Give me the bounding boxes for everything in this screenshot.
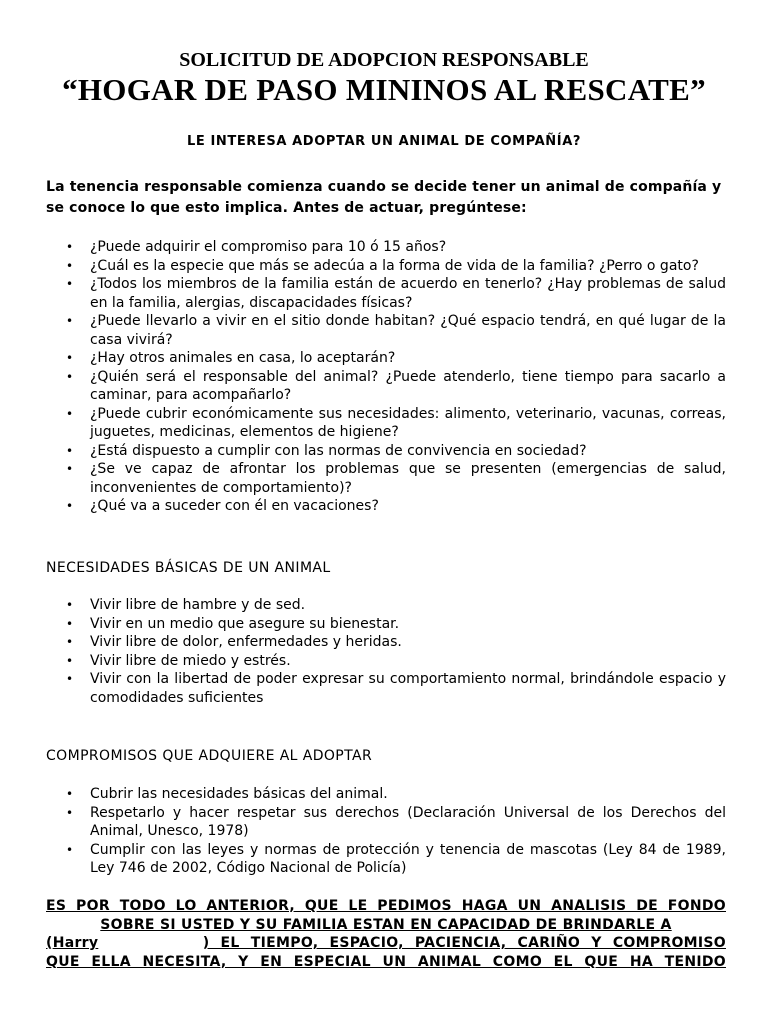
need-text: Vivir libre de miedo y estrés. <box>90 652 291 669</box>
question-text: ¿Puede adquirir el compromiso para 10 ó 15 años? <box>90 239 447 255</box>
need-text: Vivir libre de dolor, enfermedades y heridas. <box>90 634 402 650</box>
bullet-icon: • <box>66 314 74 328</box>
closing-line-rest: ) EL TIEMPO, ESPACIO, PACIENCIA, CARIÑO Y COMPROMISO <box>202 935 726 951</box>
closing-line-with-name <box>46 934 726 953</box>
commitment-text: Respetarlo y hacer respetar sus derechos (Declaración Universal de los Derechos del Animal, Unesco, 1978) <box>90 804 726 839</box>
list-item <box>46 275 726 312</box>
list-item <box>46 238 726 257</box>
bullet-icon: • <box>66 787 74 801</box>
needs-list <box>46 596 726 707</box>
adoption-question-heading: LE INTERESA ADOPTAR UN ANIMAL DE COMPAÑÍA? <box>186 134 582 149</box>
list-item <box>46 633 726 652</box>
closing-line: QUE ELLA NECESITA, Y EN ESPECIAL UN ANIMAL COMO EL QUE HA TENIDO <box>46 953 726 970</box>
animal-name-field: Harry <box>52 935 99 951</box>
commitment-text: Cumplir con las leyes y normas de protección y tenencia de mascotas (Ley 84 de 1989, Ley 746 de 2002, Código Nacional de Policía) <box>90 841 726 876</box>
list-item <box>46 368 726 405</box>
bullet-icon: • <box>66 240 74 254</box>
form-title: SOLICITUD DE ADOPCION RESPONSABLE <box>179 49 589 71</box>
bullet-icon: • <box>66 369 74 384</box>
list-item <box>46 804 726 841</box>
bullet-icon: • <box>66 598 74 612</box>
list-item <box>46 257 726 276</box>
question-text: ¿Puede cubrir económicamente sus necesidades: alimento, veterinario, vacunas, correas, juguetes, medicinas, elementos de higiene? <box>90 405 726 440</box>
bullet-icon: • <box>66 635 74 649</box>
commitments-list <box>46 785 726 878</box>
bullet-icon: • <box>66 258 74 273</box>
question-text: ¿Puede llevarlo a vivir en el sitio donde habitan? ¿Qué espacio tendrá, en qué lugar de la casa vivirá? <box>90 313 726 348</box>
list-item <box>46 312 726 349</box>
bullet-icon: • <box>66 406 74 421</box>
closing-line: ES POR TODO LO ANTERIOR, QUE LE PEDIMOS HAGA UN ANALISIS DE FONDO <box>46 898 726 914</box>
list-item <box>46 615 726 634</box>
bullet-icon: • <box>66 499 74 513</box>
list-item <box>46 596 726 615</box>
need-text: Vivir libre de hambre y de sed. <box>90 597 306 613</box>
questions-list <box>46 238 726 516</box>
needs-section-title: NECESIDADES BÁSICAS DE UN ANIMAL <box>46 560 331 576</box>
list-item <box>46 349 726 368</box>
bullet-icon: • <box>66 842 74 857</box>
question-text: ¿Qué va a suceder con él en vacaciones? <box>90 498 379 514</box>
bullet-icon: • <box>66 443 74 458</box>
need-text: Vivir en un medio que asegure su bienestar. <box>90 615 400 632</box>
bullet-icon: • <box>66 616 74 631</box>
list-item <box>46 460 726 497</box>
question-text: ¿Se ve capaz de afrontar los problemas que se presenten (emergencias de salud, inconvenientes de comportamiento)? <box>90 461 726 496</box>
list-item <box>46 785 726 804</box>
list-item <box>46 652 726 671</box>
list-item <box>46 405 726 442</box>
question-text: ¿Quién será el responsable del animal? ¿Puede atenderlo, tiene tiempo para sacarlo a caminar, para acompañarlo? <box>90 368 726 403</box>
bullet-icon: • <box>66 462 74 476</box>
commitment-text: Cubrir las necesidades básicas del animal. <box>90 786 388 802</box>
bullet-icon: • <box>66 805 74 820</box>
need-text: Vivir con la libertad de poder expresar su comportamiento normal, brindándole espacio y comodidades suficientes <box>90 671 726 706</box>
bullet-icon: • <box>66 653 74 668</box>
question-text: ¿Hay otros animales en casa, lo aceptarán? <box>90 350 396 366</box>
question-text: ¿Todos los miembros de la familia están de acuerdo en tenerlo? ¿Hay problemas de salud en la familia, alergias, discapacidades físicas? <box>90 276 726 311</box>
closing-line: SOBRE SI USTED Y SU FAMILIA ESTAN EN CAPACIDAD DE BRINDARLE A <box>100 916 672 933</box>
list-item <box>46 442 726 461</box>
intro-paragraph: La tenencia responsable comienza cuando se decide tener un animal de compañía y se conoce lo que esto implica. Antes de actuar, pregúntese: <box>46 179 722 216</box>
list-item <box>46 841 726 878</box>
question-text: ¿Está dispuesto a cumplir con las normas de convivencia en sociedad? <box>90 442 587 459</box>
closing-statement <box>46 897 726 971</box>
bullet-icon: • <box>66 351 74 365</box>
bullet-icon: • <box>66 672 74 686</box>
commitments-section-title: COMPROMISOS QUE ADQUIERE AL ADOPTAR <box>46 748 373 764</box>
list-item <box>46 670 726 707</box>
shelter-name-heading: “HOGAR DE PASO MININOS AL RESCATE” <box>62 72 706 107</box>
bullet-icon: • <box>66 277 74 291</box>
open-paren: ( <box>46 935 53 951</box>
question-text: ¿Cuál es la especie que más se adecúa a la forma de vida de la familia? ¿Perro o gato? <box>90 257 699 274</box>
list-item <box>46 497 726 516</box>
